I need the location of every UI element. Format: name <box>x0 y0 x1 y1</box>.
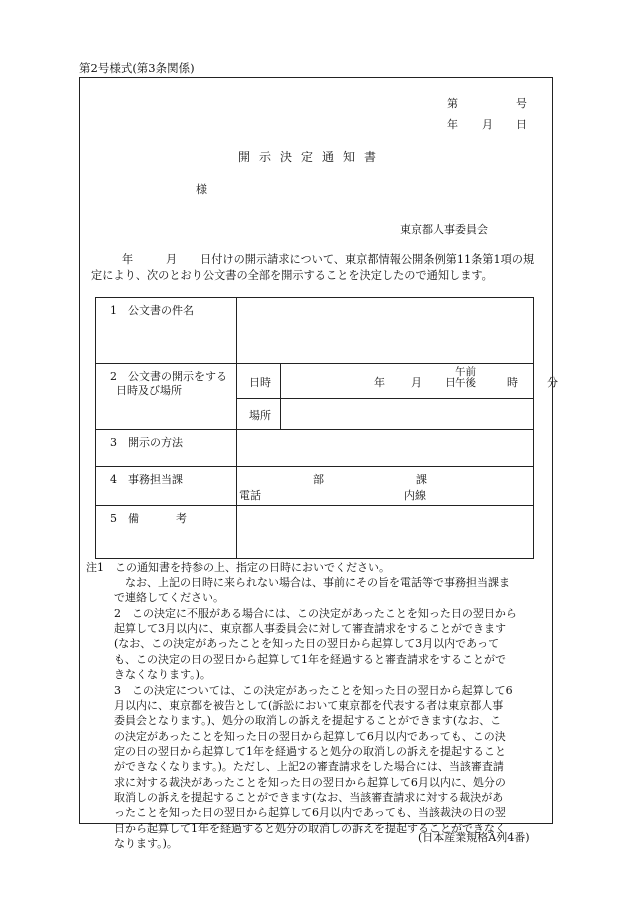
row1-label: 1 公文書の件名 <box>110 304 194 317</box>
pm-label: 午後 <box>455 377 476 389</box>
row-method <box>96 430 534 467</box>
row4-label-cell <box>96 467 237 506</box>
note3-line2: 月以内に、東京都を被告として(訴訟において東京都を代表する者は東京都人事 <box>114 699 504 712</box>
note3-line9: ったことを知った日の翌日から起算して6月以内であっても、当該裁決の日の翌 <box>114 806 506 819</box>
note3-line11: なります。)。 <box>114 837 178 850</box>
paper-size-note: (日本産業規格A列4番) <box>418 831 530 844</box>
row1-value-cell <box>237 298 534 364</box>
note2-line4: も、この決定の日の翌日から起算して1年を経過すると審査請求をすることがで <box>114 653 506 666</box>
intro-month: 月 <box>166 253 178 266</box>
number-prefix: 第 <box>447 97 458 110</box>
row1-label-cell <box>96 298 237 364</box>
document-title: 開示決定通知書 <box>238 150 386 164</box>
intro-year: 年 <box>122 253 134 266</box>
row5-label-num: 5 備 <box>110 512 139 525</box>
row4-value-cell <box>237 467 534 506</box>
section-label: 課 <box>416 473 427 486</box>
dt-year: 年 <box>374 376 385 389</box>
dt-day: 日 <box>445 376 456 389</box>
row4-label: 4 事務担当課 <box>110 473 183 486</box>
addressee-suffix: 様 <box>196 183 207 196</box>
row-document-name <box>96 298 534 364</box>
note3-line3: 委員会となります。)、処分の取消しの訴えを提起することができます(なお、こ <box>114 714 502 727</box>
note3-line5: 定の日の翌日から起算して1年を経過すると処分の取消しの訴えを提起すること <box>114 745 506 758</box>
am-label: 午前 <box>455 366 476 378</box>
note3-line4: の決定があったことを知った日の翌日から起算して6月以内であっても、この決 <box>114 730 506 743</box>
dt-hour: 時 <box>507 376 518 389</box>
place-value-cell <box>281 399 534 430</box>
note2-line1: 2 この決定に不服がある場合には、この決定があったことを知った日の翌日から <box>114 607 517 620</box>
issuer: 東京都人事委員会 <box>400 223 488 236</box>
phone-label: 電話 <box>239 489 261 502</box>
note1-line2: なお、上記の日時に来られない場合は、事前にその旨を電話等で事務担当課ま <box>125 576 510 589</box>
row5-value-cell <box>237 506 534 559</box>
row3-label: 3 開示の方法 <box>110 436 183 449</box>
intro-paragraph <box>91 252 536 284</box>
row-remarks <box>96 506 534 559</box>
date-year: 年 <box>447 118 458 131</box>
datetime-value-cell <box>281 364 558 399</box>
items-table <box>95 297 558 559</box>
row5-label-kanji: 考 <box>176 512 187 525</box>
date-day: 日 <box>516 118 527 131</box>
form-label: 第2号様式(第3条関係) <box>79 61 195 75</box>
number-suffix: 号 <box>516 97 527 110</box>
note2-line5: きなくなります。)。 <box>114 668 211 681</box>
row-department <box>96 467 534 506</box>
datetime-label-cell <box>237 364 281 399</box>
row3-label-cell <box>96 430 237 467</box>
note1-line3: で連絡してください。 <box>114 591 224 604</box>
note2-line3: (なお、この決定があったことを知った日の翌日から起算して3月以内であって <box>114 637 500 650</box>
place-label-cell <box>237 399 281 430</box>
row5-label-cell <box>96 506 237 559</box>
datetime-label: 日時 <box>249 376 271 389</box>
dt-month: 月 <box>411 376 422 389</box>
note1-line1: 注1 この通知書を持参の上、指定の日時においでください。 <box>86 561 390 574</box>
note2-line2: 起算して3月以内に、東京都人事委員会に対して審査請求をすることができます <box>114 622 506 635</box>
note3-line7: 求に対する裁決があったことを知った日の翌日から起算して6月以内に、処分の <box>114 776 506 789</box>
note3-line10: 日から起算して1年を経過すると処分の取消しの訴えを提起することができなく <box>114 822 506 835</box>
dept-label: 部 <box>313 473 324 486</box>
intro-rest: 日付けの開示請求について、東京都情報公開条例第11条第1項の規 <box>200 253 535 266</box>
row2-label-cell <box>96 364 237 430</box>
dt-minute: 分 <box>547 376 558 389</box>
row3-value-cell <box>237 430 534 467</box>
date-month: 月 <box>482 118 493 131</box>
row2-label-line2: 日時及び場所 <box>116 384 182 397</box>
intro-line2: 定により、次のとおり公文書の全部を開示することを決定したので通知します。 <box>91 269 493 282</box>
row-datetime <box>96 364 534 399</box>
note3-line6: ができなくなります。)。ただし、上記2の審査請求をした場合には、当該審査請 <box>114 760 504 773</box>
extension-label: 内線 <box>404 489 426 502</box>
row2-label-line1: 2 公文書の開示をする <box>110 370 227 383</box>
note3-line8: 取消しの訴えを提起することができます(なお、当該審査請求に対する裁決があ <box>114 791 504 804</box>
am-pm <box>455 367 476 389</box>
place-label: 場所 <box>249 409 271 422</box>
note3-line1: 3 この決定については、この決定があったことを知った日の翌日から起算して6 <box>114 684 513 697</box>
